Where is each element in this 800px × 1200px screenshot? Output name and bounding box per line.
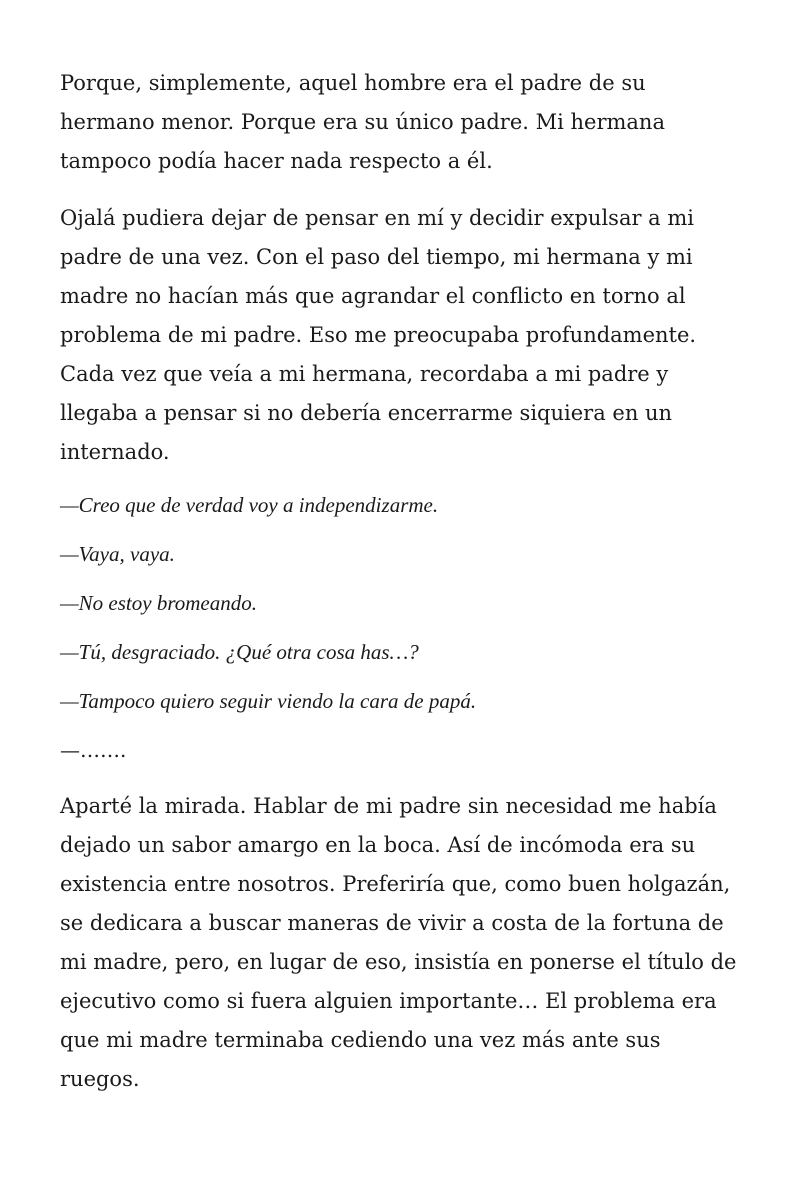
dialogue-line-2: —Vaya, vaya. — [60, 542, 175, 566]
dialogue-line-1: —Creo que de verdad voy a independizarme. — [60, 493, 439, 517]
paragraph-1: Porque, simplemente, aquel hombre era el padre de su hermano menor. Porque era su único padre. Mi hermana tampoco podía hacer nada respecto a él. — [60, 71, 665, 173]
page-body — [60, 64, 744, 1117]
paragraph-3: Aparté la mirada. Hablar de mi padre sin necesidad me había dejado un sabor amargo en la boca. Así de incómoda era su existencia entre nosotros. Preferiría que, como buen holgazán, se dedicara a buscar maneras de vivir a costa de la fortuna de mi madre, pero, en lugar de eso, insistía en ponerse el título de ejecutivo como si fuera alguien importante… El problema era que mi madre terminaba cediendo una vez más ante sus ruegos. — [60, 794, 737, 1091]
dialogue-line-5: —Tampoco quiero seguir viendo la cara de papá. — [60, 689, 477, 713]
dialogue-line-3: —No estoy bromeando. — [60, 591, 257, 615]
dialogue-line-4: —Tú, desgraciado. ¿Qué otra cosa has…? — [60, 640, 419, 664]
dialogue-line-6: —……. — [60, 738, 127, 762]
paragraph-2: Ojalá pudiera dejar de pensar en mí y decidir expulsar a mi padre de una vez. Con el paso del tiempo, mi hermana y mi madre no hacían más que agrandar el conflicto en torno al problema de mi padre. Eso me preocupaba profundamente. Cada vez que veía a mi hermana, recordaba a mi padre y llegaba a pensar si no debería encerrarme siquiera en un internado. — [60, 206, 697, 464]
